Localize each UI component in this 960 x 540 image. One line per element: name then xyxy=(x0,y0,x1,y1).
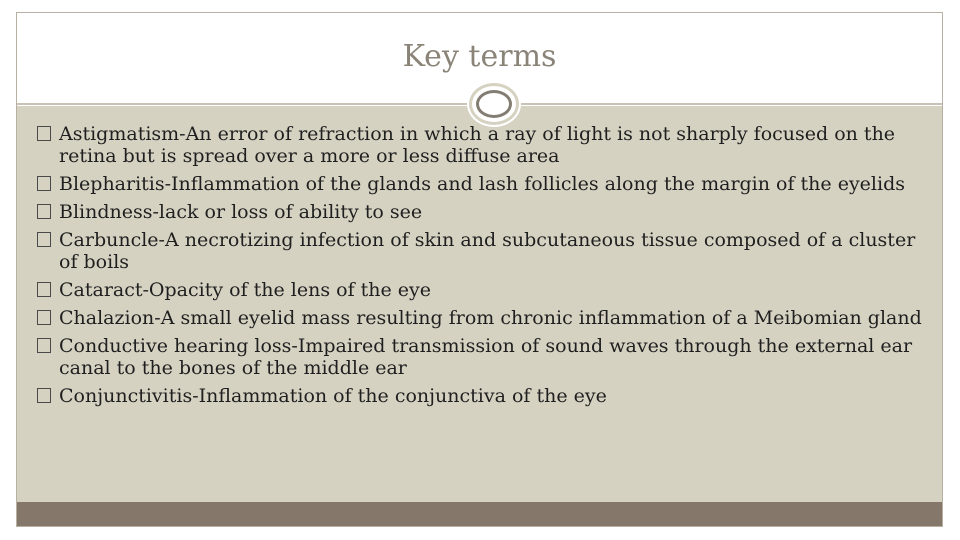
list-item-text: Blindness-lack or loss of ability to see xyxy=(59,201,423,223)
list-item-text: Cataract-Opacity of the lens of the eye xyxy=(59,279,432,301)
list-item xyxy=(31,229,931,273)
bullet-box-icon xyxy=(37,204,51,219)
bullet-box-icon xyxy=(37,176,51,191)
footer-bar xyxy=(17,502,942,526)
bullet-list xyxy=(17,123,931,413)
bullet-box-icon xyxy=(37,388,51,403)
slide xyxy=(16,12,943,527)
list-item xyxy=(31,307,931,329)
list-item xyxy=(31,279,931,301)
list-item-text: Carbuncle-A necrotizing infection of skin and subcutaneous tissue composed of a cluster of boils xyxy=(59,229,916,273)
ring-ornament-inner xyxy=(476,90,512,118)
slide-title: Key terms xyxy=(402,39,557,74)
list-item-text: Chalazion-A small eyelid mass resulting from chronic inflammation of a Meibomian gland xyxy=(59,307,922,329)
list-item xyxy=(31,173,931,195)
list-item xyxy=(31,385,931,407)
bullet-box-icon xyxy=(37,126,51,141)
list-item xyxy=(31,335,931,379)
list-item-text: Conductive hearing loss-Impaired transmission of sound waves through the external ear canal to the bones of the middle ear xyxy=(59,335,913,379)
bullet-box-icon xyxy=(37,310,51,325)
bullet-box-icon xyxy=(37,338,51,353)
list-item-text: Conjunctivitis-Inflammation of the conjunctiva of the eye xyxy=(59,385,607,407)
bullet-box-icon xyxy=(37,282,51,297)
list-item-text: Astigmatism-An error of refraction in which a ray of light is not sharply focused on the retina but is spread over a more or less diffuse area xyxy=(59,123,896,167)
list-item xyxy=(31,123,931,167)
ring-ornament-icon xyxy=(469,83,519,125)
list-item-text: Blepharitis-Inflammation of the glands and lash follicles along the margin of the eyelids xyxy=(59,173,905,195)
bullet-box-icon xyxy=(37,232,51,247)
list-item xyxy=(31,201,931,223)
